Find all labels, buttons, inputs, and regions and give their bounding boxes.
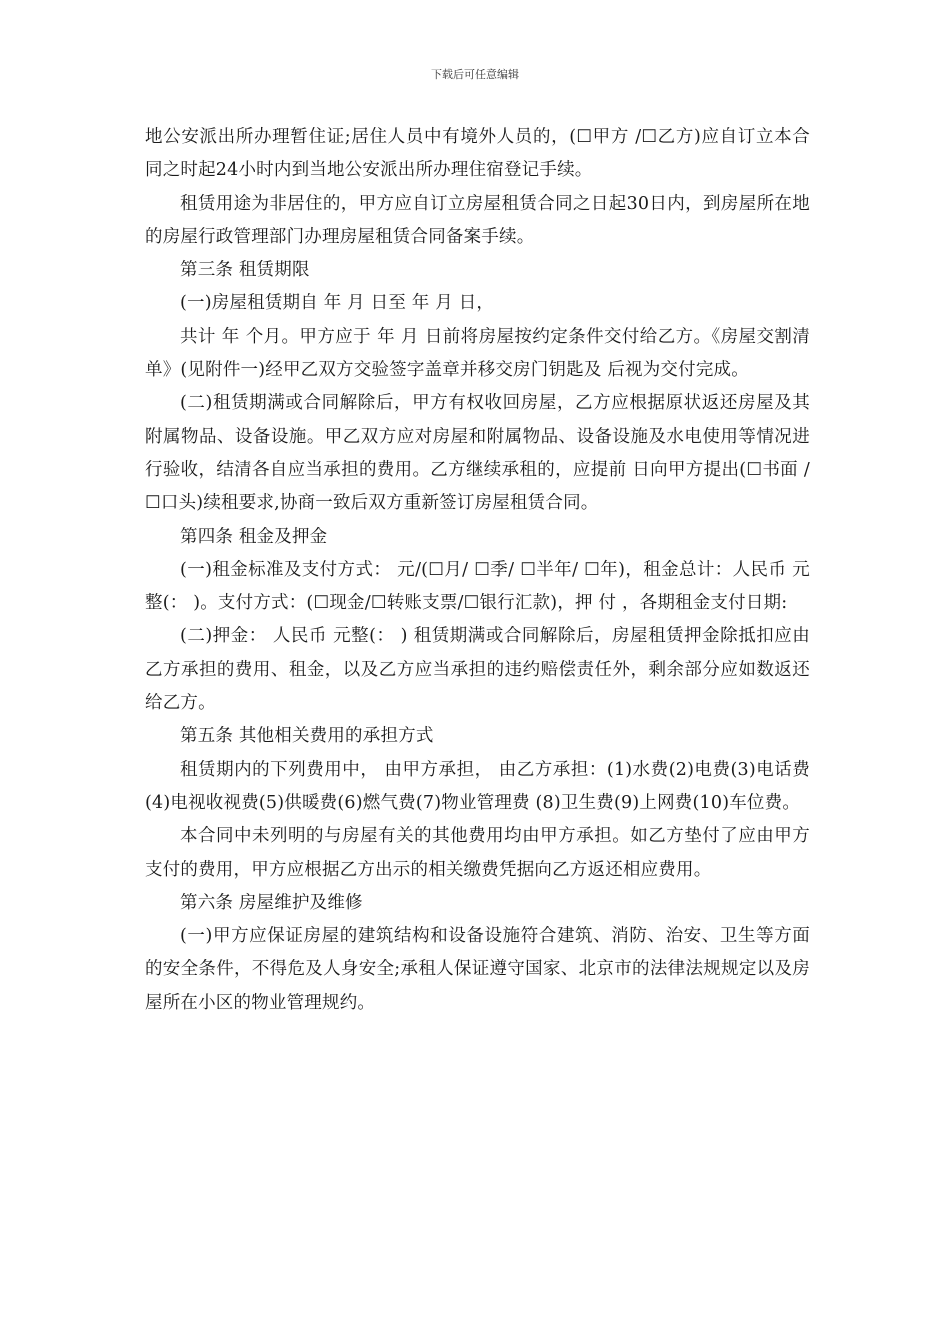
article-heading: 第三条 租赁期限 <box>180 260 310 281</box>
paragraph: 租赁用途为非居住的，甲方应自订立房屋租赁合同之日起30日内，到房屋所在地的房屋行政管理部门办理房屋租赁合同备案手续。 <box>145 193 810 247</box>
paragraph: (二)租赁期满或合同解除后，甲方有权收回房屋，乙方应根据原状返还房屋及其附属物品、设备设施。甲乙双方应对房屋和附属物品、设备设施及水电使用等情况进行验收，结清各自应当承担的费用。乙方继续承租的，应提前 日向甲方提出(☐书面 / ☐口头)续租要求,协商一致后双方重新签订房屋租赁合同。 <box>145 393 810 514</box>
paragraph: (二)押金： 人民币 元整(： ) 租赁期满或合同解除后，房屋租赁押金除抵扣应由乙方承担的费用、租金，以及乙方应当承担的违约赔偿责任外，剩余部分应如数返还给乙方。 <box>145 626 810 714</box>
paragraph: (一)租金标准及支付方式： 元/(☐月/ ☐季/ ☐半年/ ☐年)，租金总计：人民币 元整(： )。支付方式：(☐现金/☐转账支票/☐银行汇款)，押 付 ，各期租金支付日期: <box>145 559 810 614</box>
paragraph: (一)房屋租赁期自 年 月 日至 年 月 日， <box>180 293 495 314</box>
page-header: 下载后可任意编辑 <box>431 68 519 81</box>
article-heading: 第六条 房屋维护及维修 <box>180 892 363 913</box>
paragraph: 本合同中未列明的与房屋有关的其他费用均由甲方承担。如乙方垫付了应由甲方支付的费用，甲方应根据乙方出示的相关缴费凭据向乙方返还相应费用。 <box>145 826 810 880</box>
contract-body <box>145 121 810 1020</box>
paragraph: 地公安派出所办理暂住证;居住人员中有境外人员的，(☐甲方 /☐乙方)应自订立本合同之时起24小时内到当地公安派出所办理住宿登记手续。 <box>145 127 810 181</box>
paragraph: 租赁期内的下列费用中， 由甲方承担， 由乙方承担：(1)水费(2)电费(3)电话费(4)电视收视费(5)供暖费(6)燃气费(7)物业管理费 (8)卫生费(9)上网费(10)车位费。 <box>145 759 810 813</box>
paragraph: 共计 年 个月。甲方应于 年 月 日前将房屋按约定条件交付给乙方。《房屋交割清单》(见附件一)经甲乙双方交验签字盖章并移交房门钥匙及 后视为交付完成。 <box>145 326 810 381</box>
article-heading: 第四条 租金及押金 <box>180 526 328 547</box>
paragraph: (一)甲方应保证房屋的建筑结构和设备设施符合建筑、消防、治安、卫生等方面的安全条件，不得危及人身安全;承租人保证遵守国家、北京市的法律法规规定以及房屋所在小区的物业管理规约。 <box>145 926 810 1013</box>
article-heading: 第五条 其他相关费用的承担方式 <box>180 726 434 747</box>
